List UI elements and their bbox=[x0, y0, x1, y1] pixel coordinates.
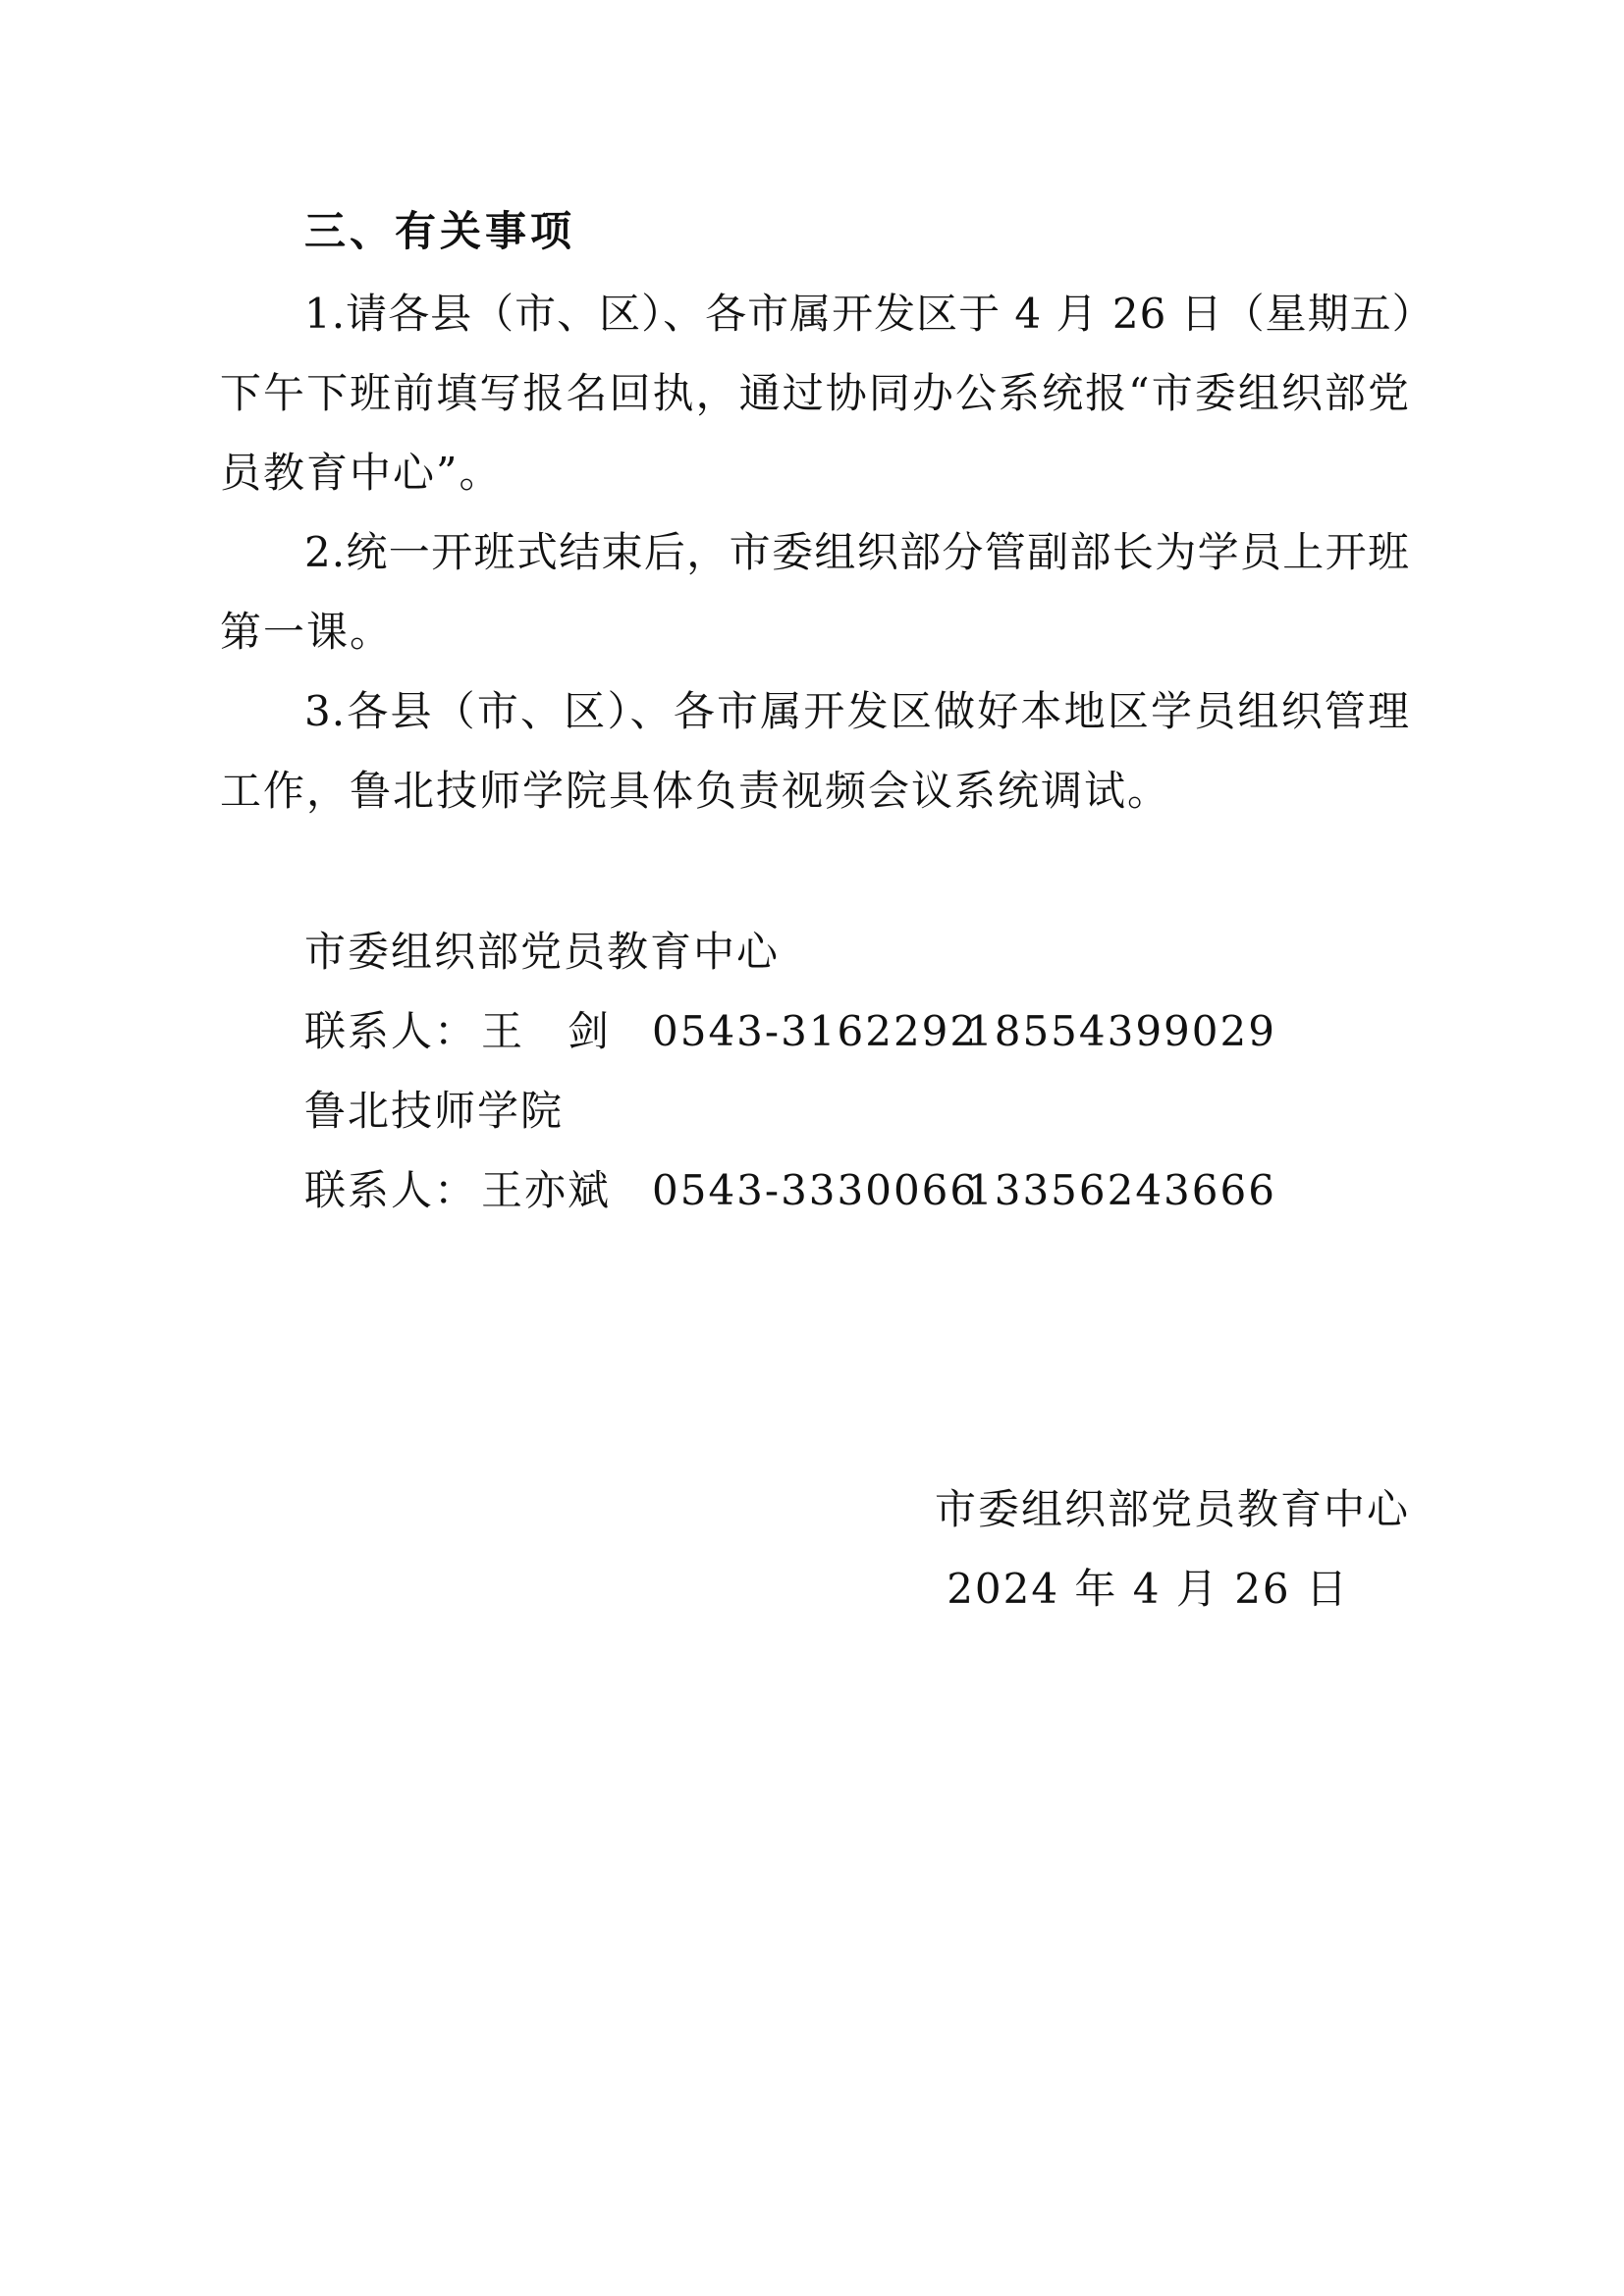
contact-1-name: 王 剑 bbox=[481, 1007, 612, 1055]
item-1-line-2: 下午下班前填写报名回执，通过协同办公系统报“市委组织部党 bbox=[220, 369, 1410, 417]
contact-1-label: 联系人： bbox=[304, 1007, 478, 1055]
item-2-line-2: 第一课。 bbox=[220, 608, 394, 656]
section-heading: 三、有关事项 bbox=[304, 207, 576, 255]
contact-1-organization: 市委组织部党员教育中心 bbox=[304, 928, 781, 976]
contact-2-mobile: 13356243666 bbox=[966, 1166, 1276, 1214]
signature-organization: 市委组织部党员教育中心 bbox=[934, 1485, 1410, 1533]
contact-2-phone: 0543-3330066 bbox=[652, 1166, 979, 1214]
item-3-line-2: 工作，鲁北技师学院具体负责视频会议系统调试。 bbox=[220, 767, 1171, 815]
item-3-line-1: 3.各县（市、区）、各市属开发区做好本地区学员组织管理 bbox=[304, 687, 1410, 735]
contact-2-name: 王亦斌 bbox=[481, 1166, 612, 1214]
item-2-line-1: 2.统一开班式结束后，市委组织部分管副部长为学员上开班 bbox=[304, 528, 1410, 576]
item-1-line-1: 1.请各县（市、区）、各市属开发区于 4 月 26 日（星期五） bbox=[304, 290, 1435, 338]
contact-2-label: 联系人： bbox=[304, 1166, 478, 1214]
signature-date: 2024 年 4 月 26 日 bbox=[947, 1565, 1349, 1613]
contact-1-mobile: 18554399029 bbox=[966, 1007, 1276, 1055]
contact-2-row bbox=[304, 1167, 1276, 1214]
item-1-line-3: 员教育中心”。 bbox=[220, 449, 503, 497]
contact-2-organization: 鲁北技师学院 bbox=[304, 1087, 565, 1135]
contact-1-row bbox=[304, 1008, 1276, 1055]
contact-1-phone: 0543-3162292 bbox=[652, 1007, 979, 1055]
